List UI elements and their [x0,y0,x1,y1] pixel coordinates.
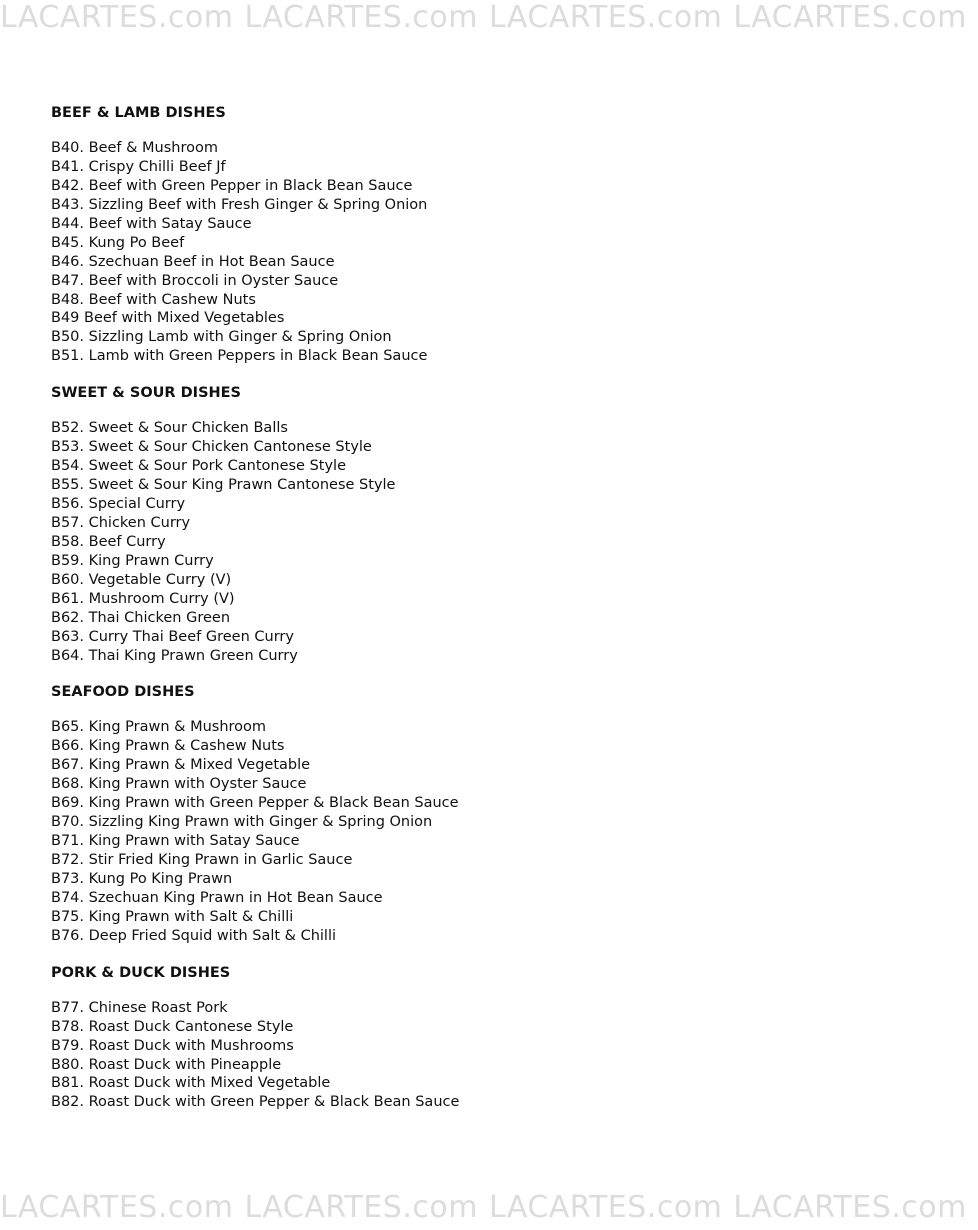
dish-item: B77. Chinese Roast Pork [51,999,228,1016]
dish-item: B48. Beef with Cashew Nuts [51,291,256,308]
dish-item: B74. Szechuan King Prawn in Hot Bean Sauce [51,889,383,906]
dish-item: B67. King Prawn & Mixed Vegetable [51,757,311,774]
dish-item: B55. Sweet & Sour King Prawn Cantonese Style [51,477,396,494]
dish-item: B42. Beef with Green Pepper in Black Bean Sauce [51,177,413,194]
dish-item: B50. Sizzling Lamb with Ginger & Spring Onion [51,329,392,346]
section-title: SEAFOOD DISHES [51,684,195,701]
dish-item: B64. Thai King Prawn Green Curry [51,647,298,664]
dish-item: B68. King Prawn with Oyster Sauce [51,776,307,793]
watermark-text: LACARTES.com [733,0,967,35]
dish-item: B80. Roast Duck with Pineapple [51,1056,282,1073]
section-title: SWEET & SOUR DISHES [51,385,241,402]
dish-item: B78. Roast Duck Cantonese Style [51,1018,294,1035]
dish-item: B73. Kung Po King Prawn [51,870,233,887]
dish-item: B51. Lamb with Green Peppers in Black Bean Sauce [51,348,428,365]
dish-item: B45. Kung Po Beef [51,234,185,251]
watermark-text: LACARTES.com [0,0,234,35]
dish-item: B54. Sweet & Sour Pork Cantonese Style [51,458,347,475]
dish-item: B72. Stir Fried King Prawn in Garlic Sauce [51,852,353,868]
dish-item: B60. Vegetable Curry (V) [51,571,232,588]
dish-item: B61. Mushroom Curry (V) [51,590,235,607]
dish-item: B40. Beef & Mushroom [51,140,218,156]
section-sweet-sour [51,382,831,665]
watermark-text: LACARTES.com [0,1190,234,1225]
dish-item: B57. Chicken Curry [51,514,191,531]
dish-item: B56. Special Curry [51,496,186,512]
dish-item: B65. King Prawn & Mushroom [51,719,267,736]
watermark-text: LACARTES.com [244,0,478,35]
dish-item: B41. Crispy Chilli Beef Jf [51,158,226,175]
dish-item: B59. King Prawn Curry [51,552,214,569]
dish-item: B53. Sweet & Sour Chicken Cantonese Style [51,439,372,456]
dish-item: B82. Roast Duck with Green Pepper & Black Bean Sauce [51,1094,460,1111]
dish-item: B62. Thai Chicken Green [51,609,231,626]
dish-item: B47. Beef with Broccoli in Oyster Sauce [51,272,339,289]
watermark-text: LACARTES.com [488,1190,723,1225]
dish-list [51,139,831,366]
section-title: PORK & DUCK DISHES [51,964,231,981]
dish-item: B63. Curry Thai Beef Green Curry [51,628,294,645]
dish-item: B71. King Prawn with Satay Sauce [51,833,300,850]
dish-item: B75. King Prawn with Salt & Chilli [51,908,294,925]
watermark-text: LACARTES.com [488,0,723,35]
dish-item: B46. Szechuan Beef in Hot Bean Sauce [51,253,335,270]
watermark-bottom [0,1190,967,1230]
dish-item: B44. Beef with Satay Sauce [51,215,252,232]
dish-list [51,419,831,665]
menu-page [51,102,831,1128]
watermark-text: LACARTES.com [244,1190,478,1225]
dish-list [51,718,831,945]
dish-item: B43. Sizzling Beef with Fresh Ginger & Spring Onion [51,196,428,213]
dish-item: B69. King Prawn with Green Pepper & Black Bean Sauce [51,795,459,812]
dish-list [51,999,831,1113]
dish-item: B70. Sizzling King Prawn with Ginger & Spring Onion [51,814,433,831]
dish-item: B49 Beef with Mixed Vegetables [51,310,285,327]
dish-item: B76. Deep Fried Squid with Salt & Chilli [51,927,337,944]
section-seafood [51,681,831,945]
section-title: BEEF & LAMB DISHES [51,105,226,121]
dish-item: B66. King Prawn & Cashew Nuts [51,738,285,755]
watermark-top [0,0,967,40]
dish-item: B79. Roast Duck with Mushrooms [51,1037,294,1054]
section-beef-lamb [51,102,831,366]
section-pork-duck [51,962,831,1113]
dish-item: B52. Sweet & Sour Chicken Balls [51,420,288,437]
dish-item: B81. Roast Duck with Mixed Vegetable [51,1075,331,1092]
watermark-text: LACARTES.com [733,1190,967,1225]
dish-item: B58. Beef Curry [51,533,166,550]
